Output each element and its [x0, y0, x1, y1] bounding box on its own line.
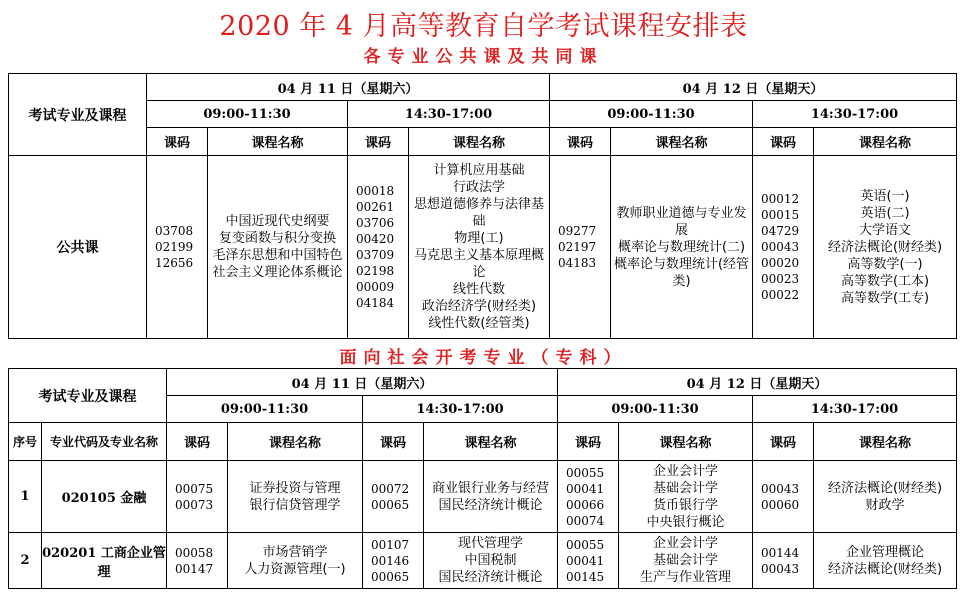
- header-code: 课码: [753, 128, 814, 156]
- course-names: 计算机应用基础 行政法学 思想道德修养与法律基础 物理(工) 马克思主义基本原理概论 线性代数 政治经济学(财经类) 线性代数(经管类): [409, 156, 550, 339]
- header-course-name: 课程名称: [424, 423, 558, 461]
- course-names: 证券投资与管理 银行信贷管理学: [228, 461, 363, 533]
- header-course-name: 课程名称: [409, 128, 550, 156]
- header-day1: 04 月 11 日（星期六）: [147, 74, 550, 101]
- header-seq: 序号: [9, 423, 42, 461]
- course-names: 商业银行业务与经营 国民经济统计概论: [424, 461, 558, 533]
- course-names: 中国近现代史纲要 复变函数与积分变换 毛泽东思想和中国特色社会主义理论体系概论: [208, 156, 348, 339]
- page-title: 2020 年 4 月高等教育自学考试课程安排表: [219, 11, 748, 42]
- header-code: 课码: [167, 423, 228, 461]
- course-codes: 00058 00147: [167, 533, 228, 589]
- course-names: 英语(一) 英语(二) 大学语文 经济法概论(财经类) 高等数学(一) 高等数学(工本) 高等数学(工专): [814, 156, 957, 339]
- header-course-name: 课程名称: [208, 128, 348, 156]
- course-codes: 00012 00015 04729 00043 00020 00023 00022: [753, 156, 814, 339]
- table-row: [9, 533, 957, 589]
- table-row: [9, 461, 957, 533]
- header-course-name: 课程名称: [814, 128, 957, 156]
- header-d2-pm: 14:30-17:00: [753, 101, 957, 128]
- course-names: 教师职业道德与专业发展 概率论与数理统计(二) 概率论与数理统计(经管类): [611, 156, 753, 339]
- header-exam-major-course: 考试专业及课程: [9, 369, 167, 423]
- course-codes: 00043 00060: [753, 461, 814, 533]
- header-day2: 04 月 12 日（星期天）: [558, 369, 957, 396]
- header-d1-am: 09:00-11:30: [147, 101, 348, 128]
- header-course-name: 课程名称: [611, 128, 753, 156]
- course-codes: 00055 00041 00066 00074: [558, 461, 619, 533]
- major-name: 020201 工商企业管理: [42, 533, 167, 589]
- header-code: 课码: [753, 423, 814, 461]
- header-d2-am: 09:00-11:30: [550, 101, 753, 128]
- row-seq: 2: [9, 533, 42, 589]
- header-code: 课码: [550, 128, 611, 156]
- section-title-majors: 面向社会开考专业（专科）: [339, 348, 628, 368]
- course-names: 市场营销学 人力资源管理(一): [228, 533, 363, 589]
- header-code: 课码: [558, 423, 619, 461]
- course-names: 企业管理概论 经济法概论(财经类): [814, 533, 957, 589]
- header-course-name: 课程名称: [619, 423, 753, 461]
- majors-table: [8, 368, 957, 589]
- header-d1-am: 09:00-11:30: [167, 396, 363, 423]
- header-code: 课码: [147, 128, 208, 156]
- course-names: 经济法概论(财经类) 财政学: [814, 461, 957, 533]
- course-codes: 00075 00073: [167, 461, 228, 533]
- header-day1: 04 月 11 日（星期六）: [167, 369, 558, 396]
- course-codes: 00055 00041 00145: [558, 533, 619, 589]
- header-code: 课码: [363, 423, 424, 461]
- table-row: [9, 156, 957, 339]
- course-codes: 09277 02197 04183: [550, 156, 611, 339]
- header-day2: 04 月 12 日（星期天）: [550, 74, 957, 101]
- header-course-name: 课程名称: [814, 423, 957, 461]
- section-title-public: 各专业公共课及共同课: [363, 47, 604, 67]
- course-codes: 00072 00065: [363, 461, 424, 533]
- header-exam-major-course: 考试专业及课程: [9, 74, 147, 156]
- public-courses-table: [8, 73, 957, 339]
- major-name: 020105 金融: [42, 461, 167, 533]
- header-d1-pm: 14:30-17:00: [363, 396, 558, 423]
- header-code: 课码: [348, 128, 409, 156]
- course-codes: 00018 00261 03706 00420 03709 02198 00009 04184: [348, 156, 409, 339]
- public-course-label: 公共课: [9, 156, 147, 339]
- row-seq: 1: [9, 461, 42, 533]
- course-names: 企业会计学 基础会计学 生产与作业管理: [619, 533, 753, 589]
- header-major-code-name: 专业代码及专业名称: [42, 423, 167, 461]
- header-course-name: 课程名称: [228, 423, 363, 461]
- course-codes: 00107 00146 00065: [363, 533, 424, 589]
- course-names: 现代管理学 中国税制 国民经济统计概论: [424, 533, 558, 589]
- header-d2-am: 09:00-11:30: [558, 396, 753, 423]
- course-codes: 00144 00043: [753, 533, 814, 589]
- course-names: 企业会计学 基础会计学 货币银行学 中央银行概论: [619, 461, 753, 533]
- header-d1-pm: 14:30-17:00: [348, 101, 550, 128]
- header-d2-pm: 14:30-17:00: [753, 396, 957, 423]
- course-codes: 03708 02199 12656: [147, 156, 208, 339]
